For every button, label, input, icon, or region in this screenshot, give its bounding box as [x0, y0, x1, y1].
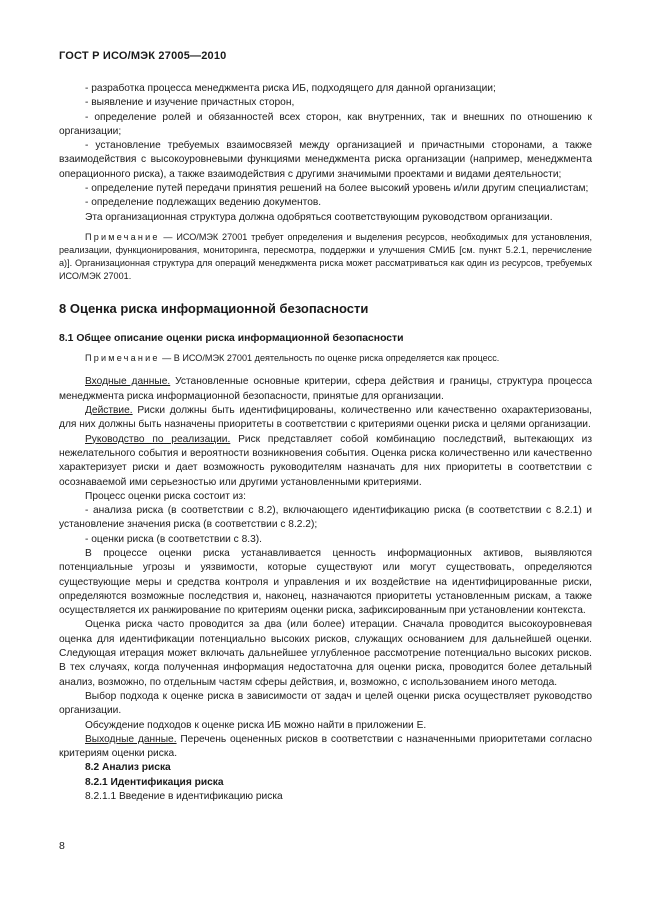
note-label: Примечание	[85, 353, 160, 364]
note-1	[59, 231, 592, 283]
structure-paragraph: Эта организационная структура должна одобряться соответствующим руководством организации.	[85, 211, 553, 223]
document-header: ГОСТ Р ИСО/МЭК 27005—2010	[59, 50, 227, 62]
list-item: - анализа риска (в соответствии с 8.2), включающего идентификацию риска (в соответствии с 8.2.1) и установление значения риска (в соответствии с 8.2.2);	[59, 505, 592, 531]
list-item: - разработка процесса менеджмента риска ИБ, подходящего для данной организации;	[85, 83, 496, 94]
input-label: Входные данные.	[85, 376, 171, 388]
input-text: Установленные основные критерии, сфера действия и границы, структура процесса менеджмента риска информационной безопасности, принятые для организации.	[59, 376, 592, 402]
note-2	[59, 352, 592, 365]
section-8-2-1-heading: 8.2.1 Идентификация риска	[85, 776, 224, 788]
note-text: — ИСО/МЭК 27001 требует определения и выделения ресурсов, необходимых для установления, реализации, функционирования, мониторинга, пересмотра, поддержки и улучшения СМИБ [см. пункт 5.2.1, перечисление а)]. Организационная структура для операций менеджмента риска может рассматриваться как один из ресурсов, требуемых ИСО/МЭК 27001.	[59, 231, 592, 282]
output-paragraph	[59, 733, 592, 762]
guidance-text: Риск представляет собой комбинацию последствий, вытекающих из нежелательного события и вероятности возникновения события. Оценка риска количественно или качественно характеризует риски и дает возможность руководителям назначать для них приоритеты в соответствии с осознаваемой ими серьезностью или другими установленными критериями.	[59, 433, 592, 488]
list-item: - определение ролей и обязанностей всех сторон, как внутренних, так и внешних по отношению к организации;	[59, 111, 592, 137]
section-8-2-heading: 8.2 Анализ риска	[85, 762, 171, 774]
note-text: — В ИСО/МЭК 27001 деятельность по оценке риска определяется как процесс.	[159, 353, 500, 364]
list-item: - определение путей передачи принятия решений на более высокий уровень и/или другим специалистам;	[85, 183, 589, 195]
guidance-paragraph	[59, 433, 592, 490]
guidance-label: Руководство по реализации.	[85, 433, 231, 445]
section-8-heading: 8 Оценка риска информационной безопасности	[59, 301, 369, 317]
iterations-paragraph: Оценка риска часто проводится за два (или более) итерации. Сначала проводится высокоуровневая оценка для идентификации потенциально высоких рисков, служащих основанием для дальнейшей оценки. Следующая итерация может включать дальнейшее углубленное рассмотрение потенциально высоких рисков. В тех случаях, когда полученная информация недостаточна для оценки риска, проводится более детальный анализ, возможно, по отдельным частям сферы действия, и, возможно, с использованием иного метода.	[59, 619, 592, 688]
output-label: Выходные данные.	[85, 733, 177, 745]
list-item: - оценки риска (в соответствии с 8.3).	[85, 533, 262, 545]
output-text: Перечень оцененных рисков в соответствии с назначенными приоритетами согласно критериям оценки риска.	[59, 733, 592, 760]
action-label: Действие.	[85, 405, 133, 417]
list-item: - определение подлежащих ведению документов.	[85, 197, 322, 209]
action-text: Риски должны быть идентифицированы, количественно или качественно охарактеризованы, для них должны быть назначены приоритеты в соответствии с критериями оценки риска и целями организации.	[59, 405, 592, 431]
input-paragraph	[59, 375, 592, 404]
note-label: Примечание	[85, 231, 160, 242]
section-8-2-1-1-heading: 8.2.1.1 Введение в идентификацию риска	[85, 791, 283, 803]
page-body	[59, 82, 592, 804]
approach-choice-paragraph: Выбор подхода к оценке риска в зависимости от задач и целей оценки риска осуществляет руководство организации.	[59, 690, 592, 717]
process-intro: Процесс оценки риска состоит из:	[85, 490, 246, 502]
process-paragraph: В процессе оценки риска устанавливается ценность информационных активов, выявляются потенциальные угрозы и уязвимости, которые существуют или могут существовать, определяются существующие меры и средства контроля и управления и их воздействие на идентифицированные риски, определяются возможные последствия и, наконец, назначаются приоритеты установленным рискам, а также осуществляется их ранжирование по критериям оценки риска, зафиксированным при установлении контекста.	[59, 548, 592, 617]
section-8-1-heading: 8.1 Общее описание оценки риска информационной безопасности	[59, 333, 404, 345]
page-number: 8	[59, 840, 65, 852]
list-item: - установление требуемых взаимосвязей между организацией и причастными сторонами, а также взаимодействия с высокоуровневыми функциями менеджмента риска организации (например, менеджмента операционного риска), а также взаимодействия с другими значимыми проектами и видами деятельности;	[59, 140, 592, 180]
list-item: - выявление и изучение причастных сторон,	[85, 97, 295, 109]
annex-reference-paragraph: Обсуждение подходов к оценке риска ИБ можно найти в приложении Е.	[85, 719, 427, 731]
action-paragraph	[59, 404, 592, 433]
